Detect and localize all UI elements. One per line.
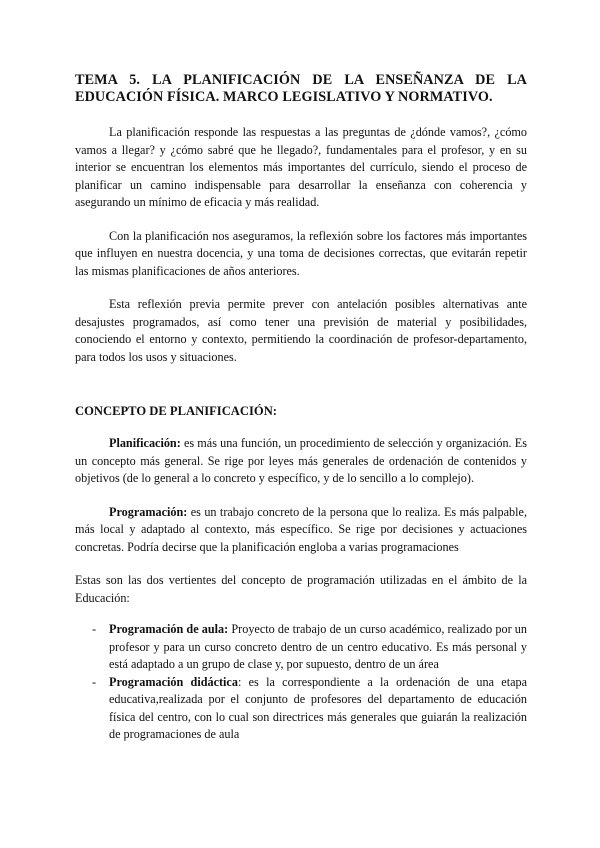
vertientes-intro: Estas son las dos vertientes del concepto de programación utilizadas en el ámbito de la Educación: <box>75 573 527 605</box>
dash-bullet: - <box>92 622 97 636</box>
planificacion-definition <box>75 435 527 488</box>
list-item-text: Proyecto de trabajo de un curso académico, realizado por un profesor y para un curso concreto dentro de un centro educativo. Es más personal y está adaptado a un grupo de clase y, por supuesto, dentro de un área <box>109 622 527 671</box>
programacion-text: es un trabajo concreto de la persona que lo realiza. Es más palpable, más local y adaptado al contexto, más específico. Se rige por decisiones y actuaciones concretas. Podría decirse que la planificación engloba a varias programaciones <box>75 504 527 554</box>
planificacion-text: es más una función, un procedimiento de selección y organización. Es un concepto más general. Se rige por leyes más generales de ordenación de contenidos y objetivos (de lo general a lo concreto y específico, y de lo sencillo a lo complejo). <box>75 436 527 485</box>
programacion-term: Programación: <box>109 504 188 519</box>
programacion-definition <box>75 504 527 557</box>
document-title: TEMA 5. LA PLANIFICACIÓN DE LA ENSEÑANZA DE LA EDUCACIÓN FÍSICA. MARCO LEGISLATIVO Y NORMATIVO. <box>75 72 527 105</box>
list-item <box>75 621 527 674</box>
list-item <box>75 674 527 744</box>
programacion-types-list <box>75 621 527 744</box>
intro-paragraph-3: Esta reflexión previa permite prever con antelación posibles alternativas ante desajustes programados, así como tener una previsión de material y posibilidades, conociendo el entorno y contexto, permitiendo la coordinación de profesor-departamento, para todos los usos y situaciones. <box>75 297 527 364</box>
document-page <box>75 72 527 744</box>
list-item-term: Programación didáctica <box>109 674 238 689</box>
intro-paragraph-2: Con la planificación nos aseguramos, la reflexión sobre los factores más importantes que influyen en nuestra docencia, y una toma de decisiones correctas, que evitarán repetir las mismas planificaciones de años anteriores. <box>75 228 527 278</box>
list-item-term: Programación de aula: <box>109 622 229 636</box>
dash-bullet: - <box>92 674 97 689</box>
list-item-text: : es la correspondiente a la ordenación de una etapa educativa,realizada por el conjunto de profesores del departamento de educación física del centro, con lo cual son directrices más generales que guiarán la realización de programaciones de aula <box>109 674 527 741</box>
section-heading: CONCEPTO DE PLANIFICACIÓN: <box>75 404 277 418</box>
intro-paragraph-1: La planificación responde las respuestas a las preguntas de ¿dónde vamos?, ¿cómo vamos a llegar? y ¿cómo sabré que he llegado?, fundamentales para el profesor, y en su interior se encuentran los elementos más importantes del currículo, siendo el proceso de planificar un camino indispensable para desarrollar la enseñanza con coherencia y asegurando un mínimo de eficacia y más realidad. <box>75 125 527 209</box>
planificacion-term: Planificación: <box>109 436 181 450</box>
